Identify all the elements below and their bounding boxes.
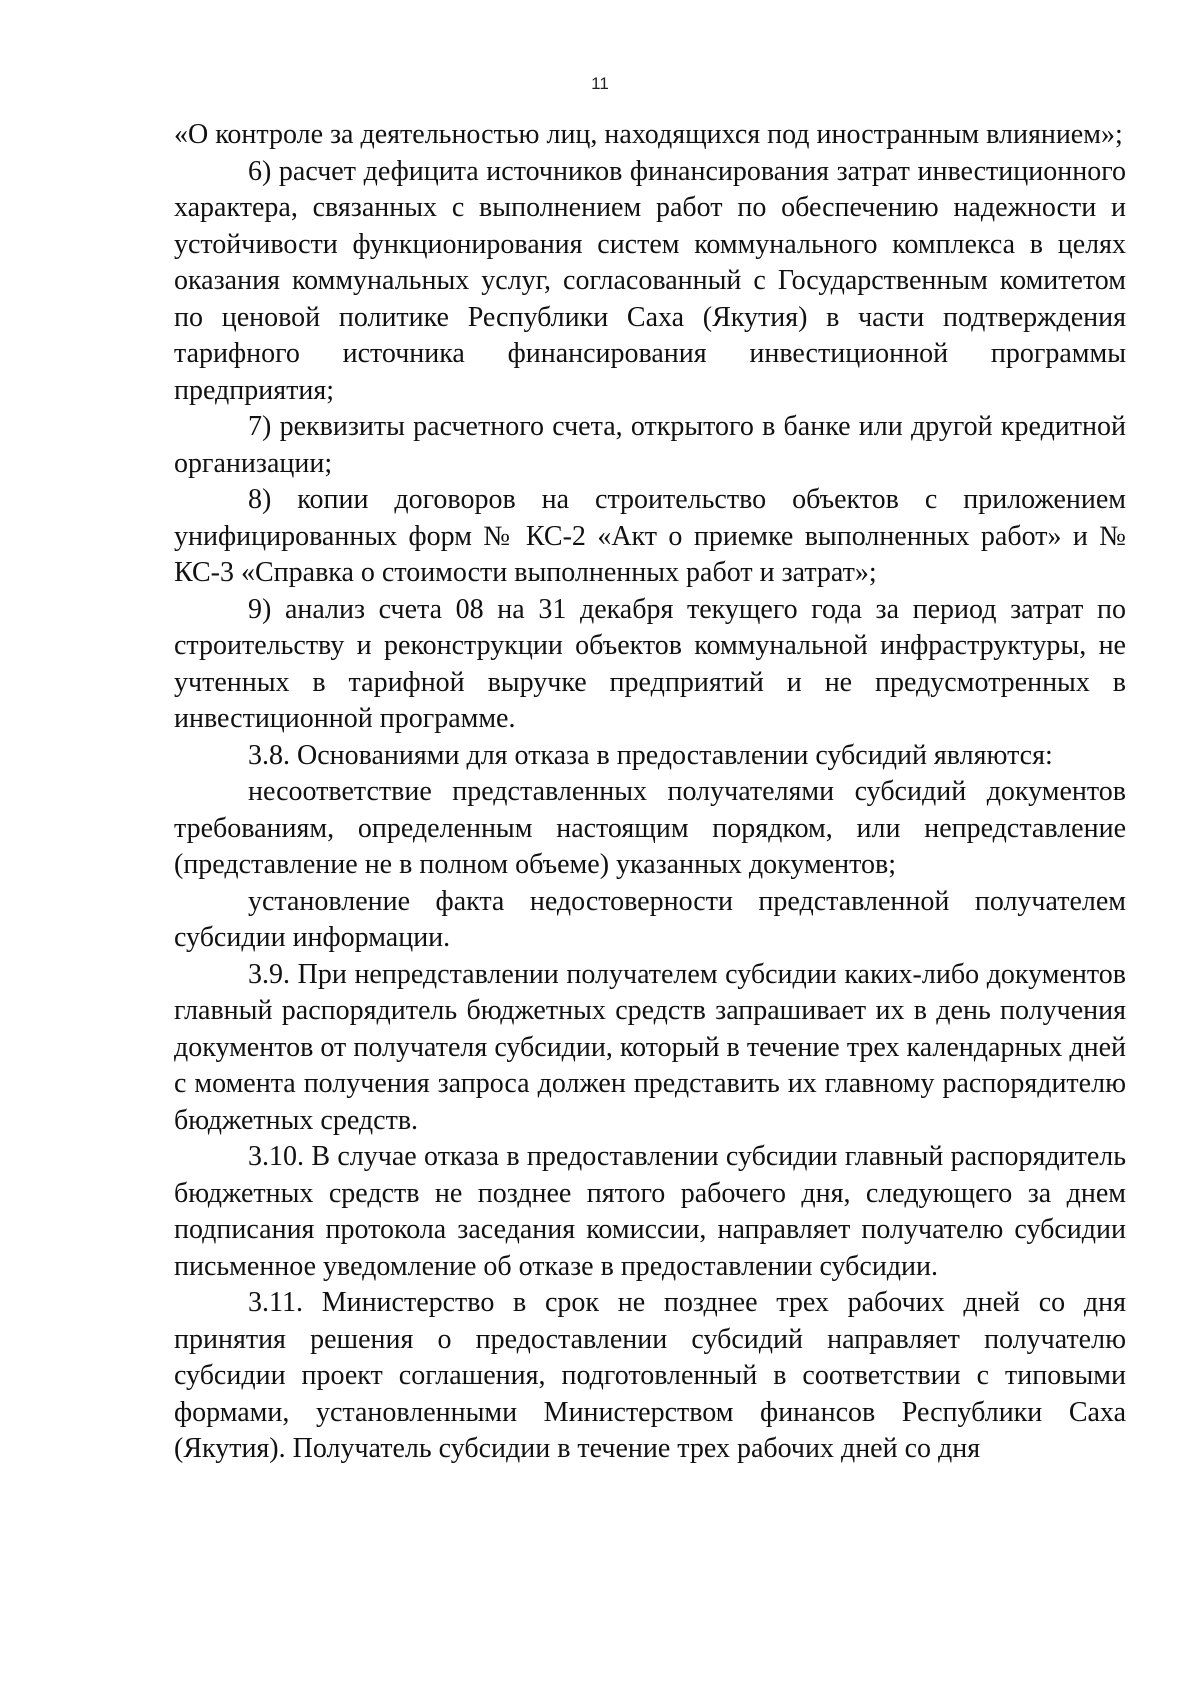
paragraph-foreign-influence-end: «О контроле за деятельностью лиц, находящихся под иностранным влиянием»; [174, 119, 1123, 150]
paragraph-refusal-ground-2: установление факта недостоверности представленной получателем субсидии информации. [174, 885, 1126, 953]
paragraph-item-9: 9) анализ счета 08 на 31 декабря текущего года за период затрат по строительству и реконструкции объектов коммунальной инфраструктуры, не учтенных в тарифной выручке предприятий и не предусмотренных в инвестиционной программе. [174, 593, 1126, 734]
paragraph-section-3-10: 3.10. В случае отказа в предоставлении субсидии главный распорядитель бюджетных средств не позднее пятого рабочего дня, следующего за днем подписания протокола заседания комиссии, направляет получателю субсидии письменное уведомление об отказе в предоставлении субсидии. [174, 1141, 1126, 1282]
paragraph-section-3-9: 3.9. При непредставлении получателем субсидии каких-либо документов главный распорядитель бюджетных средств запрашивает их в день получения документов от получателя субсидии, который в течение трех календарных дней с момента получения запроса должен представить их главному распорядителю бюджетных средств. [174, 958, 1126, 1136]
document-body [174, 117, 1126, 1468]
paragraph-section-3-8: 3.8. Основаниями для отказа в предоставлении субсидий являются: [248, 739, 1053, 771]
paragraph-item-8: 8) копии договоров на строительство объектов с приложением унифицированных форм № КС-2 «Акт о приемке выполненных работ» и № КС-3 «Справка о стоимости выполненных работ и затрат»; [174, 484, 1126, 588]
paragraph-refusal-ground-1: несоответствие представленных получателями субсидий документов требованиям, определенным настоящим порядком, или непредставление (представление не в полном объеме) указанных документов; [174, 776, 1126, 880]
paragraph-section-3-11: 3.11. Министерство в срок не позднее трех рабочих дней со дня принятия решения о предоставлении субсидий направляет получателю субсидии проект соглашения, подготовленный в соответствии с типовыми формами, установленными Министерством финансов Республики Саха (Якутия). Получатель субсидии в течение трех рабочих дней со дня [174, 1287, 1126, 1464]
paragraph-item-7: 7) реквизиты расчетного счета, открытого в банке или другой кредитной организации; [174, 411, 1126, 479]
page-number: 11 [591, 74, 609, 93]
paragraph-item-6: 6) расчет дефицита источников финансирования затрат инвестиционного характера, связанных с выполнением работ по обеспечению надежности и устойчивости функционирования систем коммунального комплекса в целях оказания коммунальных услуг, согласованный с Государственным комитетом по ценовой политике Республики Саха (Якутия) в части подтверждения тарифного источника финансирования инвестиционной программы предприятия; [174, 155, 1126, 406]
